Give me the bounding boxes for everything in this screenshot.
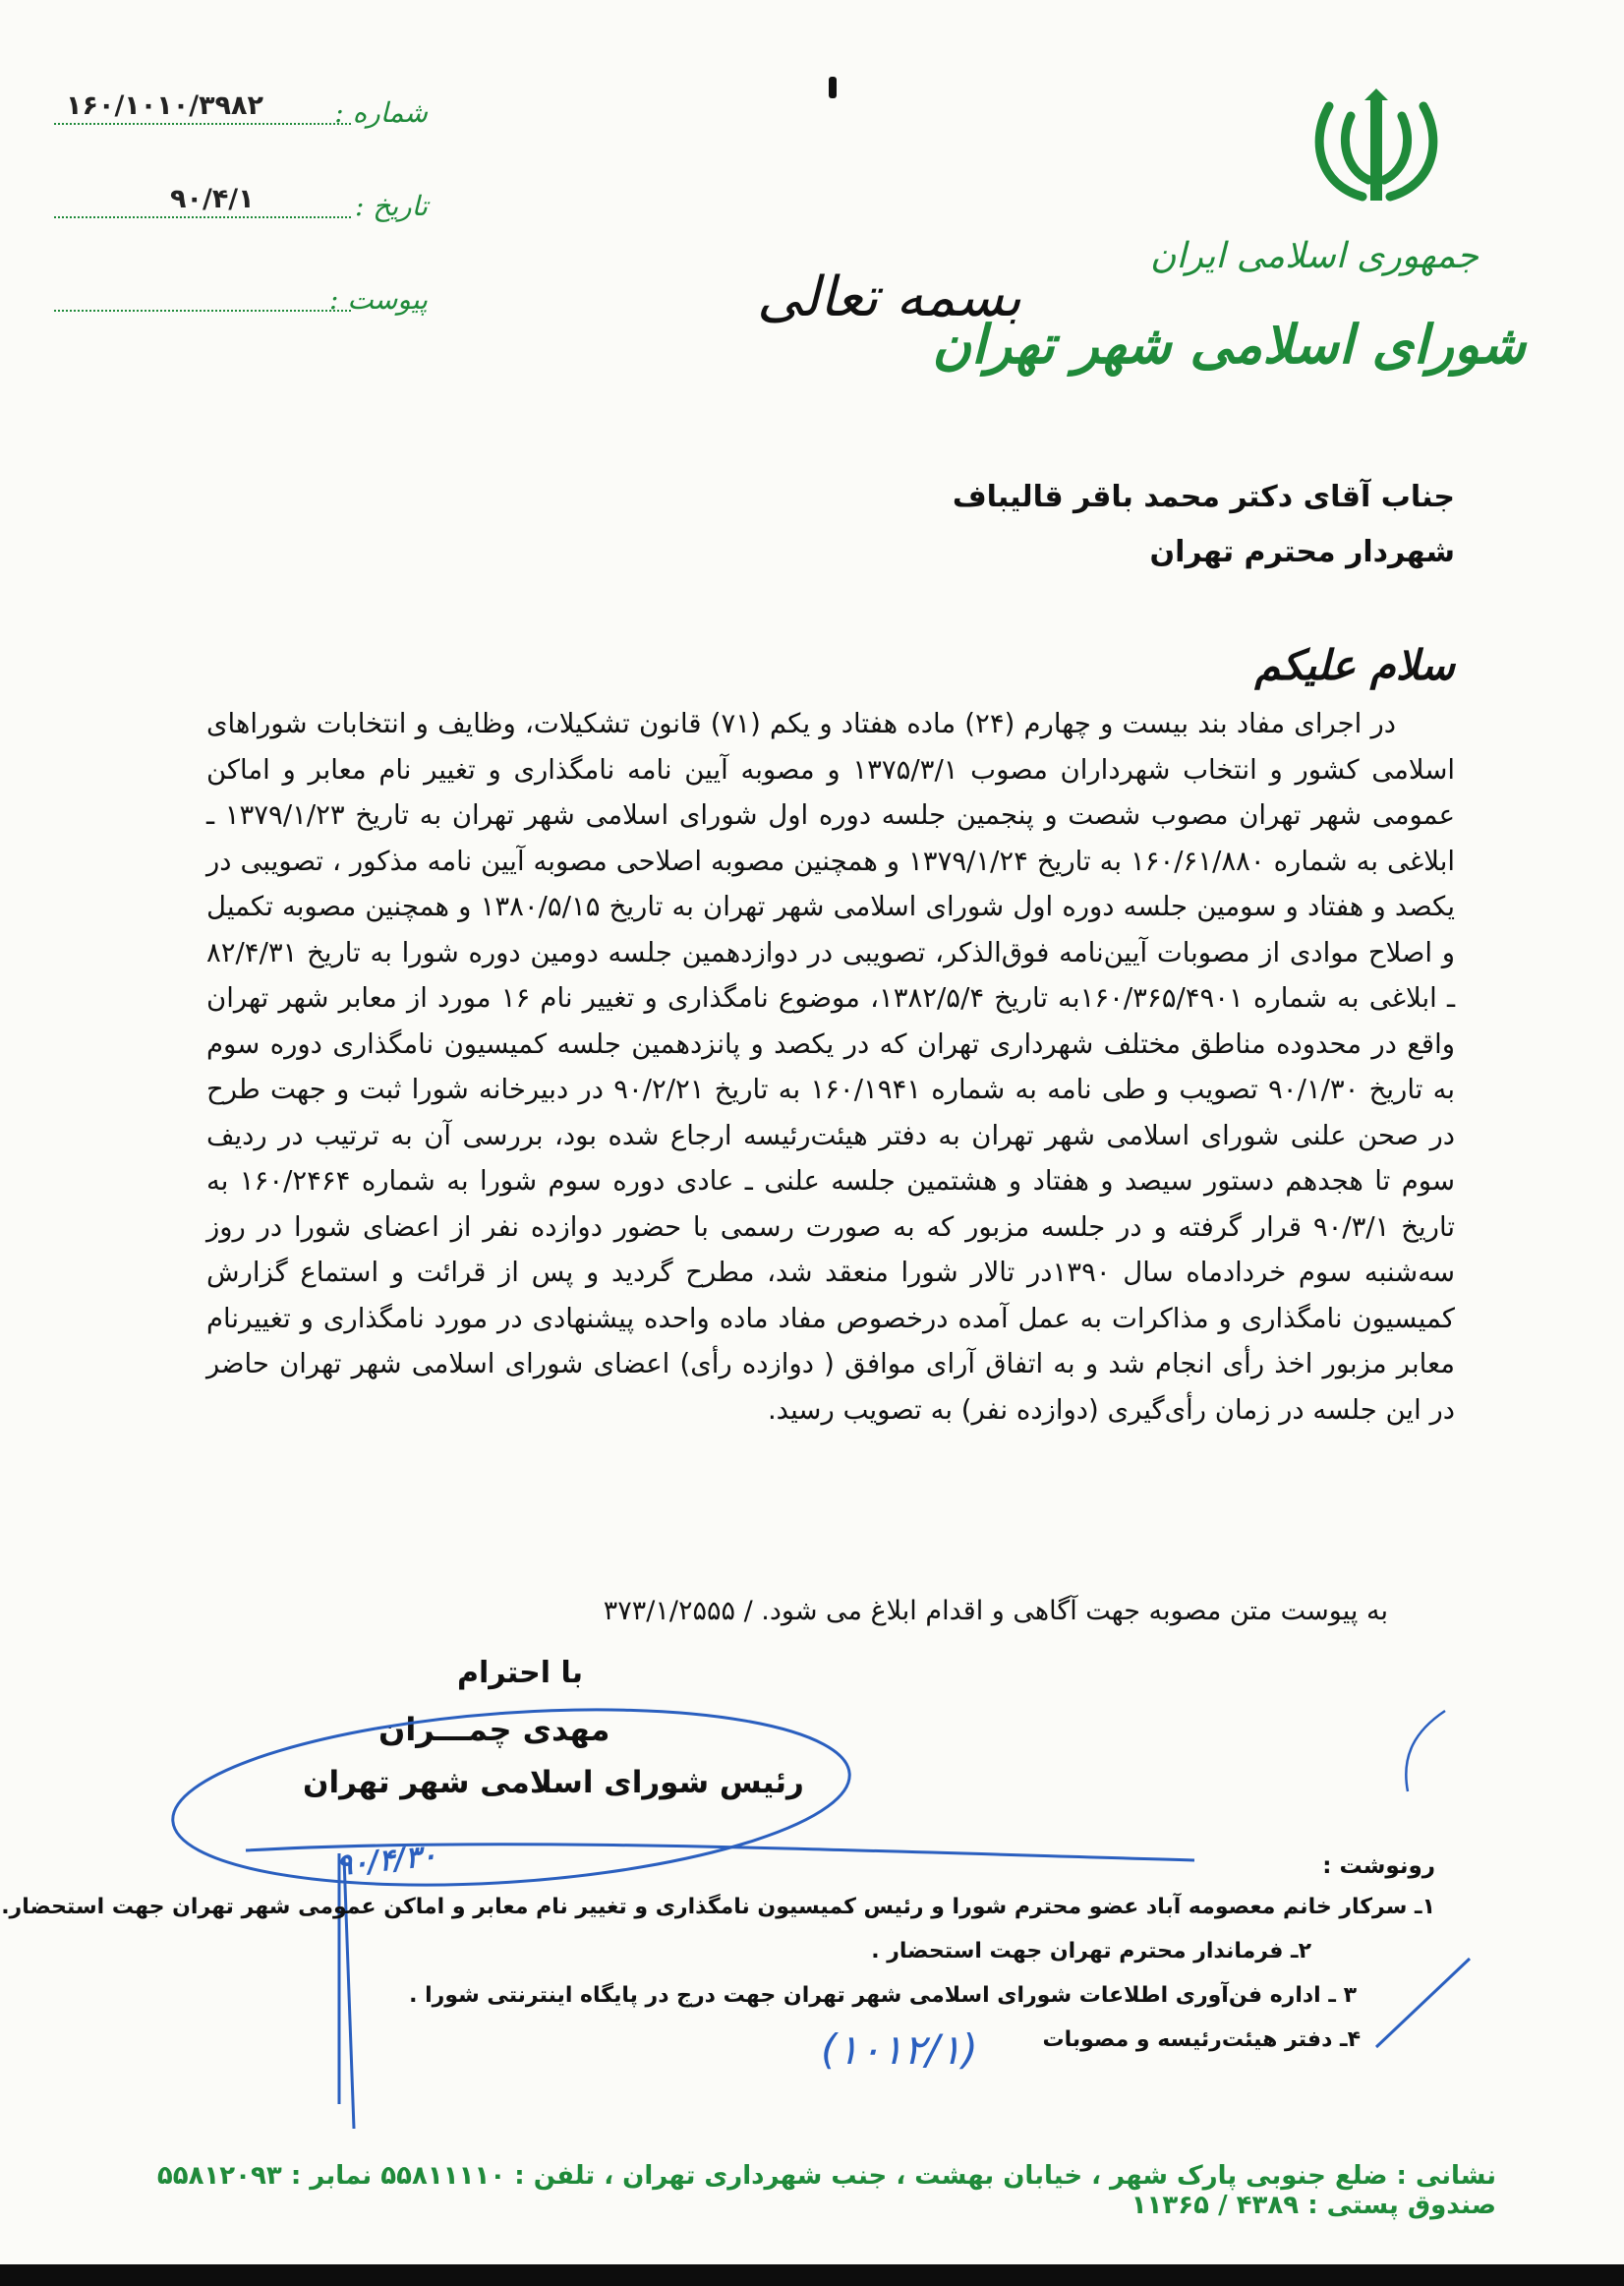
cc-label: رونوشت :: [1322, 1853, 1435, 1879]
date-value: ۹۰/۴/۱: [170, 184, 255, 214]
attachment-note: به پیوست متن مصوبه جهت آگاهی و اقدام ابلاغ می شود. / ۳۷۳/۱/۲۵۵۵: [603, 1596, 1388, 1626]
cc-item-3: ۳ ـ اداره فن‌آوری اطلاعات شورای اسلامی شهر تهران جهت درج در پایگاه اینترنتی شورا .: [409, 1983, 1357, 2008]
date-label: تاریخ :: [354, 190, 428, 222]
cc-item-2: ۲ـ فرماندار محترم تهران جهت استحضار .: [871, 1939, 1311, 1964]
attachment-label: پیوست :: [329, 283, 428, 316]
signatory-title: رئیس شورای اسلامی شهر تهران: [303, 1765, 804, 1800]
header-council: شورای اسلامی شهر تهران: [932, 313, 1526, 376]
punch-mark: [829, 77, 837, 98]
greeting: سلام علیکم: [1254, 641, 1455, 689]
ink-corner-stroke: [1406, 1711, 1445, 1791]
letter-body: [206, 701, 1455, 1433]
invocation: بسمه تعالی: [757, 265, 1022, 329]
cc-item-1: ۱ـ سرکار خانم معصومه آباد عضو محترم شورا و رئیس کمیسیون نامگذاری و تغییر نام معابر و اماکن عمومی شهر تهران جهت استحضار.: [1, 1895, 1435, 1919]
body-text: در اجرای مفاد بند بیست و چهارم (۲۴) ماده هفتاد و یکم (۷۱) قانون تشکیلات، وظایف و انتخابات شوراهای اسلامی کشور و انتخاب شهرداران مصوب ۱۳۷۵/۳/۱ و مصوبه آیین نامه نامگذاری و تغییر نام معابر و اماکن عمومی شهر تهران مصوب شصت و پنجمین جلسه دوره اول شورای اسلامی شهر تهران به تاریخ ۱۳۷۹/۱/۲۳ ـ ابلاغی به شماره ۱۶۰/۶۱/۸۸۰ به تاریخ ۱۳۷۹/۱/۲۴ و همچنین مصوبه اصلاحی مصوبه آیین نامه مذکور ، تصویبی در یکصد و هفتاد و سومین جلسه دوره اول شورای اسلامی شهر تهران به تاریخ ۱۳۸۰/۵/۱۵ و همچنین مصوبه تکمیل و اصلاح موادی از مصوبات آیین‌نامه فوق‌الذکر، تصویبی در دوازدهمین جلسه دومین دوره شورا به تاریخ ۸۲/۴/۳۱ ـ ابلاغی به شماره ۱۶۰/۳۶۵/۴۹۰۱به تاریخ ۱۳۸۲/۵/۴، موضوع نامگذاری و تغییر نام ۱۶ مورد از معابر شهر تهران واقع در محدوده مناطق مختلف شهرداری تهران که در یکصد و پانزدهمین جلسه کمیسیون نامگذاری دوره سوم به تاریخ ۹۰/۱/۳۰ تصویب و طی نامه به شماره ۱۶۰/۱۹۴۱ به تاریخ ۹۰/۲/۲۱ در دبیرخانه شورا ثبت و جهت طرح در صحن علنی شورای اسلامی شهر تهران به دفتر هیئت‌رئیسه ارجاع شده بود، بررسی آن به ترتیب در ردیف سوم تا هجدهم دستور سیصد و هفتاد و هشتمین جلسه علنی ـ عادی دوره سوم شورا به شماره ۱۶۰/۲۴۶۴ به تاریخ ۹۰/۳/۱ قرار گرفته و در جلسه مزبور که به صورت رسمی با حضور دوازده نفر از اعضای شورا در روز سه‌شنبه سوم خردادماه سال ۱۳۹۰در تالار شورا منعقد شد، مطرح گردید و پس از قرائت و استماع گزارش کمیسیون نامگذاری و مذاکرات به عمل آمده درخصوص مفاد ماده واحده پیشنهادی در مورد نامگذاری و تغییرنام معابر مزبور اخذ رأی انجام شد و به اتفاق آرای موافق ( دوازده رأی) اعضای شورای اسلامی شهر تهران حاضر در این جلسه در زمان رأی‌گیری (دوازده نفر) به تصویب رسید.: [206, 708, 1455, 1426]
footer-address: نشانی : ضلع جنوبی پارک شهر ، خیابان بهشت ، جنب شهرداری تهران ، تلفن : ۵۵۸۱۱۱۱۰ نمابر : ۵۵۸۱۲۰۹۳ صندوق پستی : ۴۳۸۹ / ۱۱۳۶۵: [156, 2161, 1496, 2220]
ink-check-stroke: [1376, 1959, 1470, 2047]
handwritten-date: ۹۰/۴/۳۰: [334, 1838, 439, 1884]
addressee-name: جناب آقای دکتر محمد باقر قالیباف: [952, 480, 1455, 514]
iran-emblem-icon: [1307, 87, 1445, 209]
number-dotted-line: [54, 123, 351, 125]
signatory-name: مهدی چمـــران: [378, 1711, 610, 1748]
signature-greeting: با احترام: [457, 1656, 584, 1690]
scan-edge: [0, 2264, 1624, 2286]
cc-item-4: ۴ـ دفتر هیئت‌رئیسه و مصوبات: [1042, 2027, 1361, 2052]
addressee-title: شهردار محترم تهران: [1149, 535, 1455, 569]
attachment-field: [54, 280, 428, 320]
date-field: [54, 184, 428, 226]
number-value: ۱۶۰/۱۰۱۰/۳۹۸۲: [66, 90, 263, 121]
attachment-dotted-line: [54, 310, 351, 312]
date-dotted-line: [54, 216, 351, 218]
handwritten-code: (۱۰۱۲/۱): [821, 2025, 978, 2074]
header-country: جمهوری اسلامی ایران: [1150, 236, 1479, 276]
number-field: [54, 90, 428, 133]
number-label: شماره :: [334, 96, 428, 129]
